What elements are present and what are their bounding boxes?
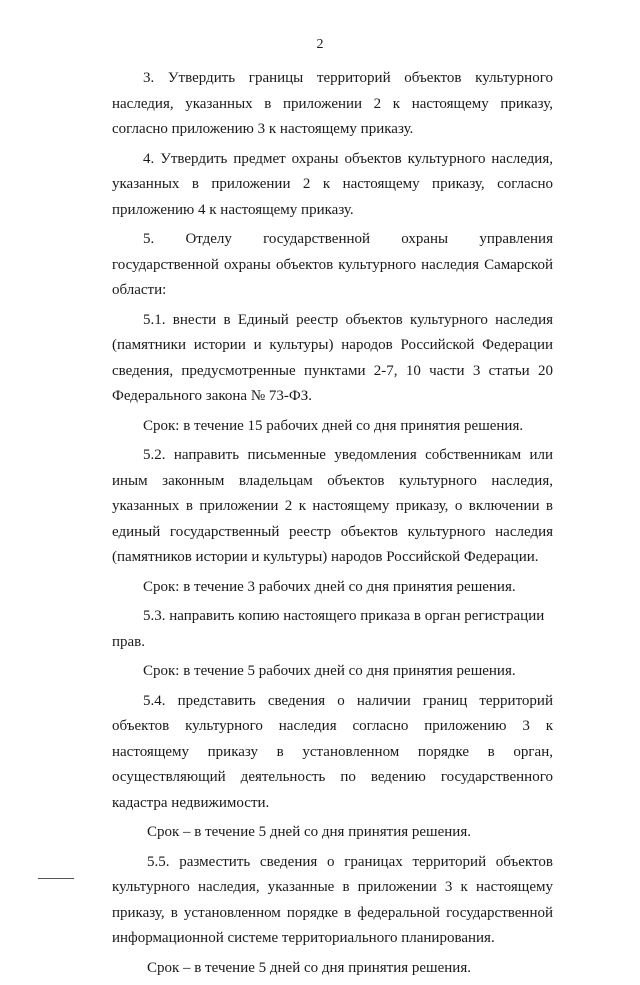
paragraph-item-5-5: 5.5. разместить сведения о границах территорий объектов культурного наследия, указанные в приложении 3 к настоящему приказу, в установленном порядке в федеральной государственной информационной системе территориального планирования. — [112, 853, 553, 946]
deadline-5-5: Срок – в течение 5 дней со дня принятия решения. — [147, 959, 471, 976]
deadline-5-3: Срок: в течение 5 рабочих дней со дня принятия решения. — [143, 663, 516, 679]
paragraph-item-5-1: 5.1. внести в Единый реестр объектов культурного наследия (памятники истории и культуры) народов Российской Федерации сведения, предусмотренные пунктами 2-7, 10 части 3 статьи 20 Федерального закона № 73-ФЗ. — [112, 311, 553, 404]
paragraph-item-3: 3. Утвердить границы территорий объектов культурного наследия, указанных в приложении 2 к настоящему приказу, согласно приложению 3 к настоящему приказу. — [112, 70, 553, 137]
page-number: 2 — [316, 37, 324, 52]
paragraph-item-5-4: 5.4. представить сведения о наличии границ территорий объектов культурного наследия согласно приложению 3 к настоящему приказу в установленном порядке в орган, осуществляющий деятельность по ведению государственного кадастра недвижимости. — [112, 692, 553, 811]
deadline-5-4: Срок – в течение 5 дней со дня принятия решения. — [147, 824, 471, 840]
paragraph-item-5: 5. Отделу государственной охраны управления государственной охраны объектов культурного наследия Самарской области: — [112, 231, 553, 298]
document-body — [112, 66, 553, 985]
paragraph-item-4: 4. Утвердить предмет охраны объектов культурного наследия, указанных в приложении 2 к настоящему приказу, согласно приложению 4 к настоящему приказу. — [112, 150, 553, 218]
deadline-5-2: Срок: в течение 3 рабочих дней со дня принятия решения. — [143, 578, 516, 595]
deadline-5-1: Срок: в течение 15 рабочих дней со дня принятия решения. — [143, 417, 524, 434]
paragraph-item-5-3: 5.3. направить копию настоящего приказа в орган регистрации прав. — [112, 608, 545, 650]
paragraph-item-5-2: 5.2. направить письменные уведомления собственникам или иным законным владельцам объектов культурного наследия, указанных в приложении 2 к настоящему приказу, о включении в единый государственный реестр объектов культурного наследия (памятников истории и культуры) народов Российской Федерации. — [112, 447, 553, 565]
footer-rule — [38, 878, 74, 879]
